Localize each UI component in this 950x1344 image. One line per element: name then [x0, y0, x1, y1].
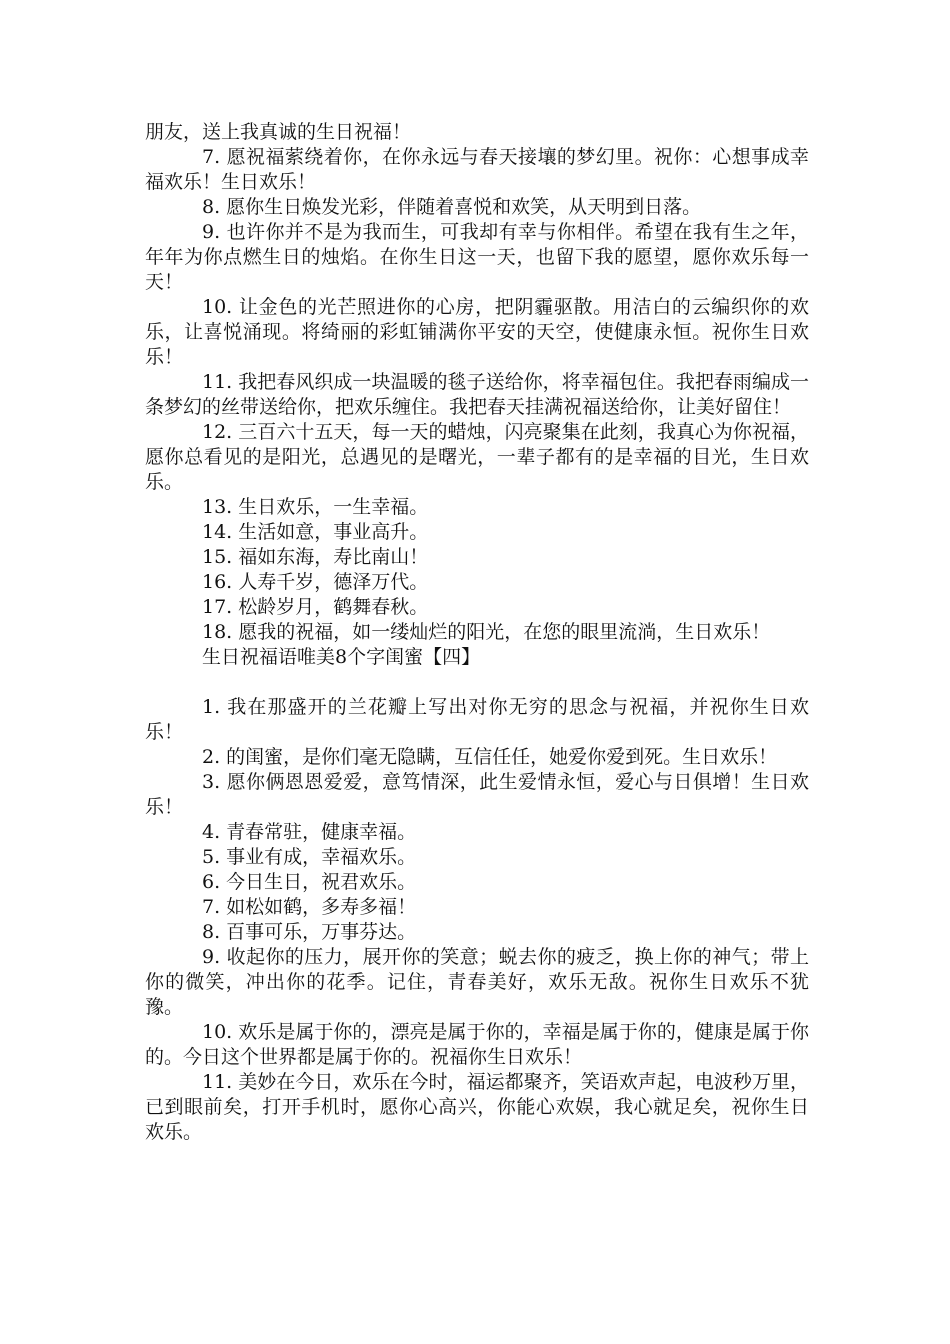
bestie-wish-9: 9. 收起你的压力，展开你的笑意；蜕去你的疲乏，换上你的神气；带上你的微笑，冲出你的花季。记住，青春美好，欢乐无敌。祝你生日欢乐不犹豫。: [145, 946, 809, 1018]
bestie-wish-4: 4. 青春常驻，健康幸福。: [202, 821, 417, 843]
bestie-wish-1: 1. 我在那盛开的兰花瓣上写出对你无穷的思念与祝福，并祝你生日欢乐！: [145, 696, 809, 743]
wish-item-16: 16. 人寿千岁，德泽万代。: [202, 571, 429, 593]
wish-item-15: 15. 福如东海，寿比南山！: [202, 546, 429, 568]
section-heading: 生日祝福语唯美8个字闺蜜【四】: [202, 646, 481, 668]
wish-item-14: 14. 生活如意，事业高升。: [202, 521, 429, 543]
wish-item-11: 11. 我把春风织成一块温暖的毯子送给你，将幸福包住。我把春雨编成一条梦幻的丝带送给你，把欢乐缠住。我把春天挂满祝福送给你，让美好留住！: [145, 371, 809, 418]
bestie-wish-7: 7. 如松如鹤，多寿多福！: [202, 896, 417, 918]
continuation-paragraph: 朋友，送上我真诚的生日祝福！: [145, 121, 412, 143]
bestie-wish-6: 6. 今日生日，祝君欢乐。: [202, 871, 417, 893]
bestie-wish-3: 3. 愿你俩恩恩爱爱，意笃情深，此生爱情永恒，爱心与日俱增！生日欢乐！: [145, 771, 809, 818]
bestie-wish-11: 11. 美妙在今日，欢乐在今时，福运都聚齐，笑语欢声起，电波秒万里，已到眼前矣，打开手机时，愿你心高兴，你能心欢娱，我心就足矣，祝你生日欢乐。: [145, 1071, 809, 1143]
wish-item-18: 18. 愿我的祝福，如一缕灿烂的阳光，在您的眼里流淌，生日欢乐！: [202, 621, 771, 643]
wish-item-10: 10. 让金色的光芒照进你的心房，把阴霾驱散。用洁白的云编织你的欢乐，让喜悦涌现。将绮丽的彩虹铺满你平安的天空，使健康永恒。祝你生日欢乐！: [145, 296, 809, 368]
bestie-wish-2: 2. 的闺蜜，是你们毫无隐瞒，互信任任，她爱你爱到死。生日欢乐！: [202, 746, 778, 768]
bestie-wish-10: 10. 欢乐是属于你的，漂亮是属于你的，幸福是属于你的，健康是属于你的。今日这个世界都是属于你的。祝福你生日欢乐！: [145, 1021, 809, 1068]
wish-item-8: 8. 愿你生日焕发光彩，伴随着喜悦和欢笑，从天明到日落。: [202, 196, 702, 218]
wish-item-9: 9. 也许你并不是为我而生，可我却有幸与你相伴。希望在我有生之年，年年为你点燃生日的烛焰。在你生日这一天，也留下我的愿望，愿你欢乐每一天！: [145, 221, 809, 293]
wish-item-12: 12. 三百六十五天，每一天的蜡烛，闪亮聚集在此刻，我真心为你祝福，愿你总看见的是阳光，总遇见的是曙光，一辈子都有的是幸福的目光，生日欢乐。: [145, 421, 809, 493]
wish-item-17: 17. 松龄岁月，鹤舞春秋。: [202, 596, 429, 618]
bestie-wish-8: 8. 百事可乐，万事芬达。: [202, 921, 417, 943]
wish-item-13: 13. 生日欢乐，一生幸福。: [202, 496, 429, 518]
document-body: [145, 120, 809, 1145]
wish-item-7: 7. 愿祝福萦绕着你，在你永远与春天接壤的梦幻里。祝你：心想事成幸福欢乐！生日欢乐！: [145, 146, 809, 193]
bestie-wish-5: 5. 事业有成，幸福欢乐。: [202, 846, 417, 868]
section-spacer: [145, 670, 809, 695]
